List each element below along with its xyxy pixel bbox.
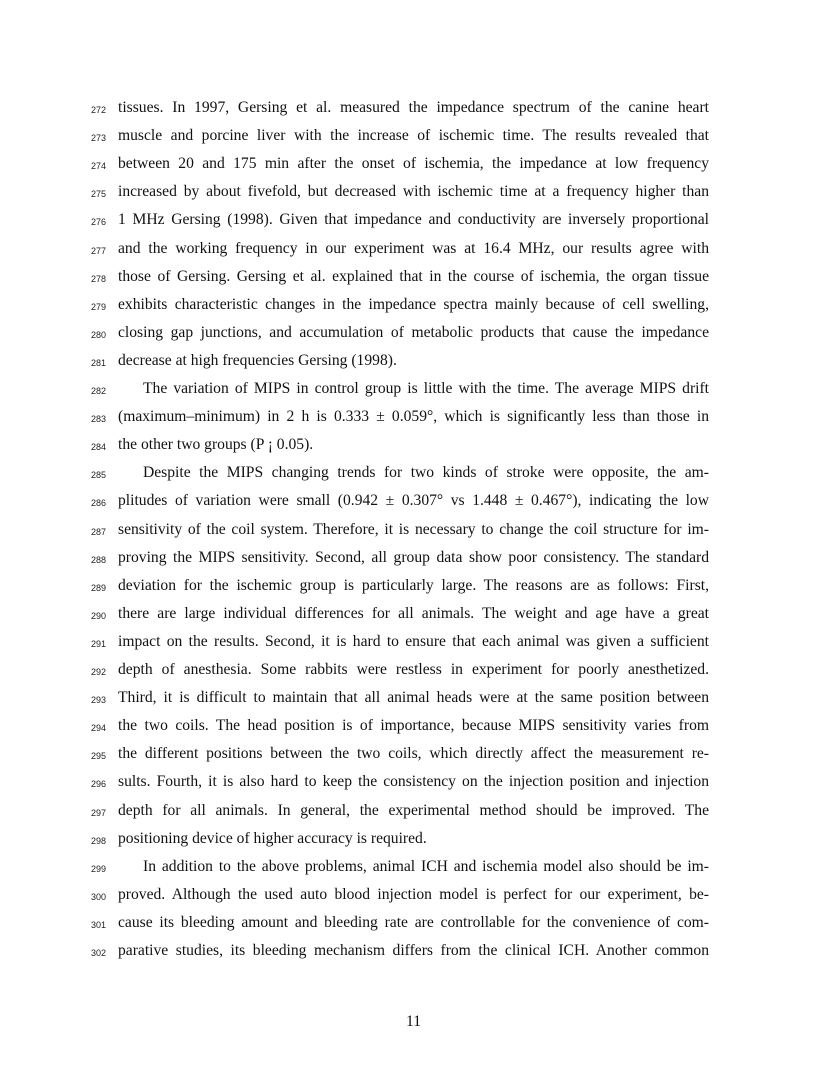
text-line	[0, 600, 827, 628]
line-number: 294	[90, 723, 106, 734]
text-line	[0, 263, 827, 291]
line-number: 295	[90, 751, 106, 762]
line-number: 283	[90, 414, 106, 425]
line-number: 290	[90, 610, 106, 621]
line-number: 288	[90, 554, 106, 565]
line-number: 282	[90, 386, 106, 396]
line-number: 299	[90, 863, 106, 874]
text-line	[0, 881, 827, 909]
text-line	[0, 431, 827, 459]
text-line	[0, 740, 827, 768]
line-text: tissues. In 1997, Gersing et al. measured the impedance spectrum of the canine heart	[118, 99, 709, 116]
line-text: closing gap junctions, and accumulation of metabolic products that cause the impedance	[118, 323, 709, 341]
text-line	[0, 937, 827, 965]
line-text: In addition to the above problems, animal ICH and ischemia model also should be im-	[143, 857, 709, 875]
text-line	[0, 853, 827, 881]
text-line	[0, 797, 827, 825]
line-text: The variation of MIPS in control group is little with the time. The average MIPS drift	[143, 380, 709, 397]
line-text: increased by about fivefold, but decreased with ischemic time at a frequency higher than	[118, 183, 709, 201]
line-number: 277	[90, 245, 106, 256]
line-text: Despite the MIPS changing trends for two kinds of stroke were opposite, the am-	[143, 464, 709, 482]
text-line	[0, 487, 827, 515]
text-line	[0, 544, 827, 572]
line-text: proving the MIPS sensitivity. Second, all group data show poor consistency. The standard	[118, 548, 709, 566]
line-text: sults. Fourth, it is also hard to keep the consistency on the injection position and injection	[118, 773, 709, 791]
line-text: proved. Although the used auto blood injection model is perfect for our experiment, be-	[118, 885, 709, 903]
page-number: 11	[405, 1013, 421, 1030]
text-line	[0, 178, 827, 206]
line-number: 300	[90, 891, 106, 902]
line-text: impact on the results. Second, it is hard to ensure that each animal was given a sufficient	[118, 632, 709, 650]
text-line	[0, 825, 827, 853]
line-text: there are large individual differences for all animals. The weight and age have a great	[118, 604, 709, 622]
text-line	[0, 712, 827, 740]
line-number: 273	[90, 133, 106, 144]
line-number: 276	[90, 217, 106, 228]
line-number: 286	[90, 498, 106, 509]
line-text: depth of anesthesia. Some rabbits were restless in experiment for poorly anesthetized.	[118, 661, 709, 678]
line-text: the two coils. The head position is of importance, because MIPS sensitivity varies from	[118, 717, 709, 735]
text-line	[0, 768, 827, 796]
text-line	[0, 94, 827, 122]
line-number: 285	[90, 470, 106, 481]
line-text: positioning device of higher accuracy is required.	[118, 829, 427, 847]
line-number: 291	[90, 638, 106, 649]
text-line	[0, 347, 827, 375]
line-number: 274	[90, 161, 106, 172]
line-text: those of Gersing. Gersing et al. explained that in the course of ischemia, the organ tissue	[118, 267, 709, 285]
line-text: cause its bleeding amount and bleeding rate are controllable for the convenience of com-	[118, 913, 709, 931]
line-text: parative studies, its bleeding mechanism differs from the clinical ICH. Another common	[118, 942, 709, 959]
text-line	[0, 572, 827, 600]
line-number: 278	[90, 273, 106, 284]
line-text: (maximum–minimum) in 2 h is 0.333 ± 0.059°, which is significantly less than those in	[118, 408, 709, 426]
line-number: 281	[90, 357, 106, 368]
line-text: the different positions between the two coils, which directly affect the measurement re-	[118, 745, 709, 763]
line-text: between 20 and 175 min after the onset of ischemia, the impedance at low frequency	[118, 155, 709, 173]
line-number: 301	[90, 919, 106, 930]
text-line	[0, 150, 827, 178]
text-line	[0, 319, 827, 347]
line-text: exhibits characteristic changes in the impedance spectra mainly because of cell swelling,	[118, 295, 709, 313]
text-line	[0, 656, 827, 684]
text-line	[0, 403, 827, 431]
line-number: 296	[90, 779, 106, 790]
line-number: 284	[90, 442, 106, 453]
text-line	[0, 909, 827, 937]
line-number: 289	[90, 582, 106, 593]
line-text: decrease at high frequencies Gersing (1998).	[118, 351, 397, 369]
line-text: plitudes of variation were small (0.942 ± 0.307° vs 1.448 ± 0.467°), indicating the low	[118, 492, 709, 510]
line-text: deviation for the ischemic group is particularly large. The reasons are as follows: First,	[118, 576, 709, 594]
line-number: 287	[90, 526, 106, 537]
line-number: 298	[90, 835, 106, 846]
text-line	[0, 628, 827, 656]
line-number: 279	[90, 301, 106, 312]
text-line	[0, 235, 827, 263]
text-line	[0, 516, 827, 544]
line-text: and the working frequency in our experiment was at 16.4 MHz, our results agree with	[118, 239, 709, 257]
line-number: 292	[90, 667, 106, 677]
line-text: muscle and porcine liver with the increase of ischemic time. The results revealed that	[118, 127, 709, 145]
line-number: 297	[90, 807, 106, 818]
text-line	[0, 291, 827, 319]
line-text: 1 MHz Gersing (1998). Given that impedance and conductivity are inversely proportional	[118, 211, 709, 229]
line-text: sensitivity of the coil system. Therefore, it is necessary to change the coil structure for im-	[118, 520, 709, 538]
line-number: 293	[90, 695, 106, 706]
line-text: Third, it is difficult to maintain that all animal heads were at the same position between	[118, 689, 709, 707]
text-line	[0, 122, 827, 150]
text-line	[0, 684, 827, 712]
line-text: depth for all animals. In general, the experimental method should be improved. The	[118, 801, 709, 819]
text-line	[0, 459, 827, 487]
line-number: 272	[90, 105, 106, 115]
text-line	[0, 206, 827, 234]
text-line	[0, 375, 827, 403]
line-number: 280	[90, 329, 106, 340]
line-number: 275	[90, 189, 106, 200]
line-text: the other two groups (P ¡ 0.05).	[118, 436, 314, 454]
line-number: 302	[90, 948, 106, 958]
